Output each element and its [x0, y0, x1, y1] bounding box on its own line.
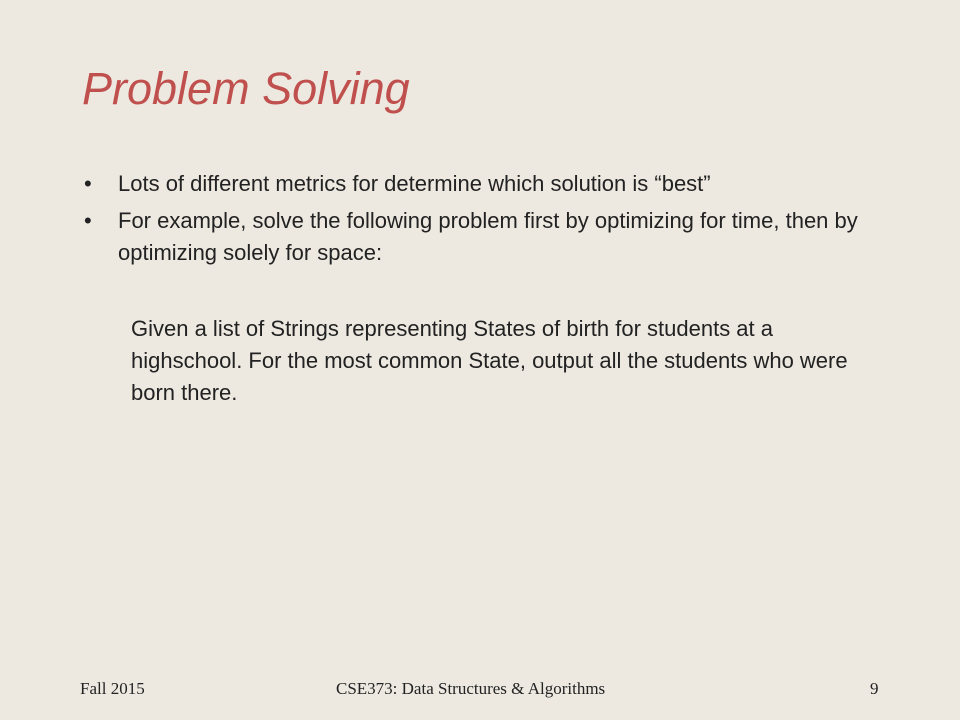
- slide-title: Problem Solving: [82, 63, 410, 114]
- problem-statement: Given a list of Strings representing States of birth for students at a highschool. For the most common State, output all the students who were born there.: [131, 316, 848, 405]
- bullet-item-example: [82, 205, 882, 269]
- bullet-item-metrics: [82, 168, 882, 200]
- bullet-marker: •: [84, 208, 92, 233]
- footer-page-number: 9: [870, 679, 879, 698]
- footer-course: CSE373: Data Structures & Algorithms: [336, 679, 606, 698]
- bullet-text: For example, solve the following problem first by optimizing for time, then by optimizing solely for space:: [118, 208, 858, 265]
- bullet-list: [82, 168, 882, 274]
- bullet-marker: •: [84, 171, 92, 196]
- footer-date: Fall 2015: [80, 679, 145, 698]
- bullet-text: Lots of different metrics for determine which solution is “best”: [118, 171, 711, 196]
